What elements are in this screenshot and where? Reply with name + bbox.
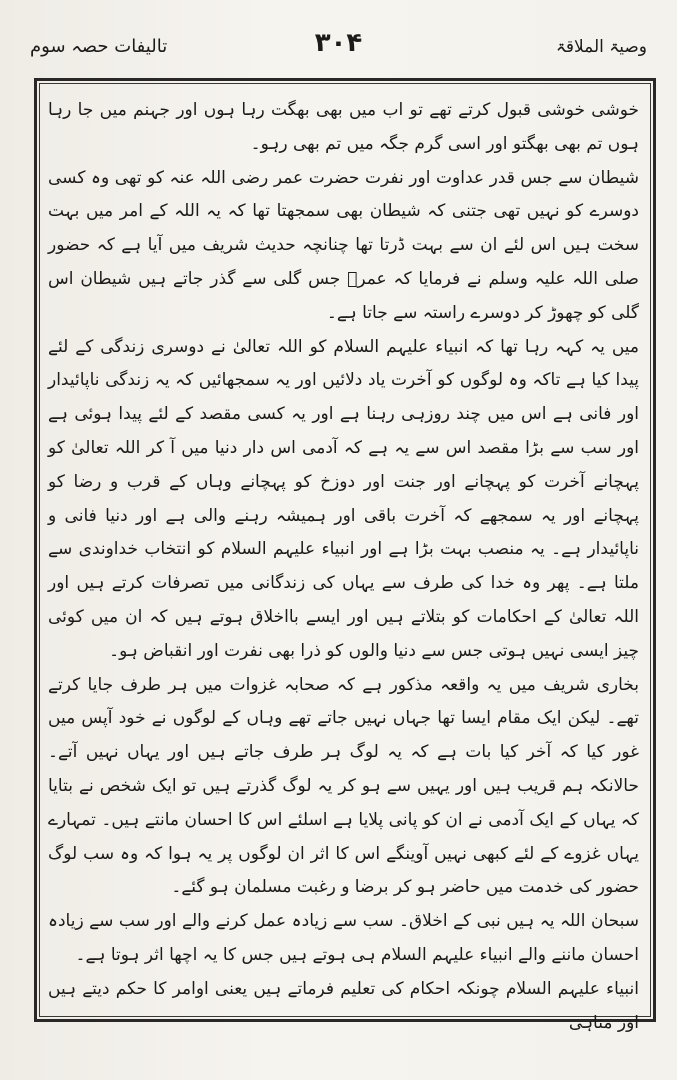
page-number: ۳۰۴ bbox=[314, 28, 363, 58]
page-header bbox=[30, 28, 647, 68]
paragraph: میں یہ کہہ رہا تھا کہ انبیاء علیہم السلام کو اللہ تعالیٰ نے دوسری زندگی کے لئے پیدا کیا ہے تاکہ وہ لوگوں کو آخرت یاد دلائیں اور یہ سمجھائیں کہ یہ زندگی ناپائیدار اور فانی ہے اس میں چند روزہی رہنا ہے اور یہ کسی مقصد کے لئے پیدا ہوئی ہے اور سب سے بڑا مقصد اس سے یہ ہے کہ آدمی اس دار دنیا میں آ کر اللہ تعالیٰ کو پہچانے آخرت کو پہچانے اور جنت اور دوزخ کو پہچانے وہاں کے قرب و رضا کو پہچانے اور یہ سمجھے کہ آخرت باقی اور ہمیشہ رہنے والی ہے اور دنیا فانی و ناپائیدار ہے۔ یہ منصب بہت بڑا ہے اور انبیاء علیہم السلام کو انتخاب خداوندی سے ملتا ہے۔ پھر وہ خدا کی طرف سے یہاں کی زندگانی میں تصرفات کرتے ہیں اور اللہ تعالیٰ کے احکامات کو بتلاتے ہیں اور ایسے بااخلاق ہوتے ہیں کہ ان میں کوئی چیز ایسی نہیں ہوتی جس سے دنیا والوں کو ذرا بھی نفرت اور انقباض ہو۔ bbox=[48, 336, 639, 661]
section-title: وصیۃ الملاقۃ bbox=[555, 37, 647, 57]
body-text bbox=[48, 94, 639, 1033]
paragraph: انبیاء علیہم السلام چونکہ احکام کی تعلیم فرماتے ہیں یعنی اوامر کا حکم دیتے ہیں اور مناہی bbox=[48, 978, 639, 1033]
paragraph: شیطان سے جس قدر عداوت اور نفرت حضرت عمر رضی اللہ عنہ کو تھی وہ کسی دوسرے کو نہیں تھی جتنی کہ شیطان بھی سمجھتا تھا کہ یہ اللہ کے امر میں بہت سخت ہیں اس لئے ان سے بہت ڈرتا تھا چنانچہ حدیث شریف میں آیا ہے کہ حضور صلی اللہ علیہ وسلم نے فرمایا کہ عمرؓ جس گلی سے گذر جاتے ہیں شیطان اس گلی کو چھوڑ کر دوسرے راستہ سے جاتا ہے۔ bbox=[48, 167, 639, 323]
paragraph: سبحان اللہ یہ ہیں نبی کے اخلاق۔ سب سے زیادہ عمل کرنے والے اور سب سے زیادہ احسان ماننے والے انبیاء علیہم السلام ہی ہوتے ہیں جس کا یہ اچھا اثر ہوتا ہے۔ bbox=[48, 911, 639, 965]
book-title: تالیفات حصہ سوم bbox=[30, 36, 168, 57]
paragraph: بخاری شریف میں یہ واقعہ مذکور ہے کہ صحابہ غزوات میں ہر طرف جایا کرتے تھے۔ لیکن ایک مقام ایسا تھا جہاں نہیں جاتے تھے وہاں کے لوگوں نے خود آپس میں غور کیا کہ آخر کیا بات ہے کہ یہ لوگ ہر طرف جاتے ہیں اور یہاں نہیں آتے۔ حالانکہ ہم قریب ہیں اور یہیں سے ہو کر یہ لوگ گذرتے ہیں تو ایک شخص نے بتایا کہ یہاں کے ایک آدمی نے ان کو پانی پلایا ہے اسلئے اس کا احسان مانتے ہیں۔ تمہارے یہاں غزوے کے لئے کبھی نہیں آوینگے اس کا اثر ان لوگوں پر یہ ہوا کہ وہ سب لوگ حضور کی خدمت میں حاضر ہو کر برضا و رغبت مسلمان ہو گئے۔ bbox=[48, 674, 639, 898]
paragraph: خوشی خوشی قبول کرتے تھے تو اب میں بھی بھگت رہا ہوں اور جہنم میں جا رہا ہوں تم بھی بھگتو اور اسی گرم جگہ میں تم بھی رہو۔ bbox=[48, 100, 639, 154]
